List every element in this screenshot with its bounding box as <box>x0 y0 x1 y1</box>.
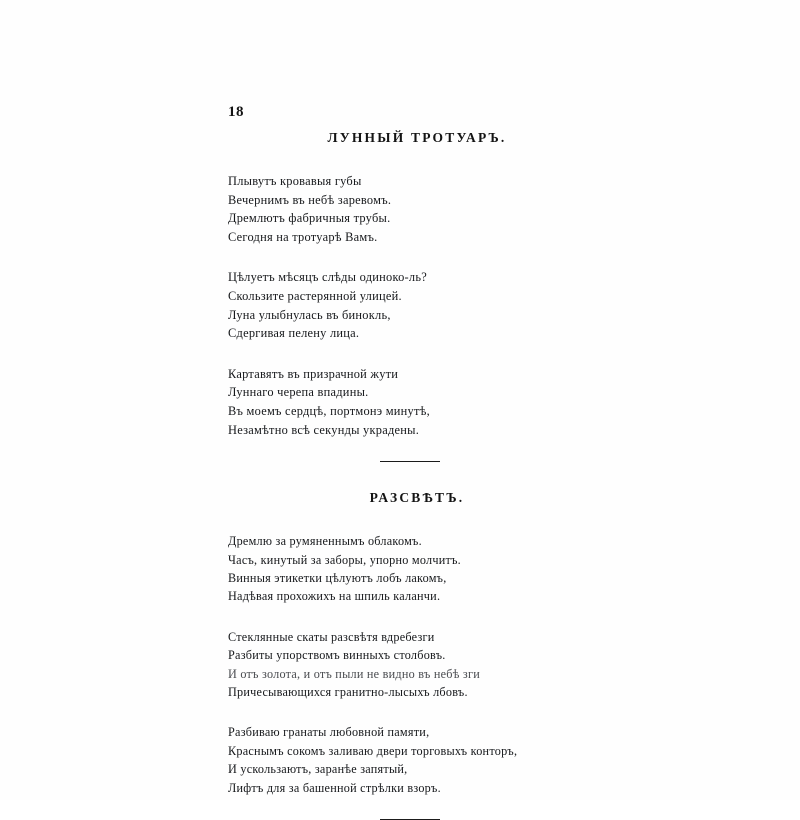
poem-line: Причесывающихся гранитно-лысыхъ лбовъ. <box>228 684 468 699</box>
poem-line: И отъ золота, и отъ пыли не видно въ небѣ зги <box>228 666 480 681</box>
poem-line: И ускользаютъ, заранѣе запятый, <box>228 762 408 777</box>
poem-line: Картавятъ въ призрачной жути <box>228 366 399 381</box>
poem-lunnyy-trotuar <box>228 130 588 439</box>
section-divider <box>380 461 440 462</box>
stanza <box>228 268 588 342</box>
poem-rassvet <box>228 490 588 797</box>
stanza <box>228 628 588 702</box>
poem-title: РАЗСВѢТЪ. <box>369 490 465 506</box>
poem-line: Сдергивая пелену лица. <box>228 326 360 341</box>
page-content <box>228 130 588 820</box>
poem-line: Лифтъ для за башенной стрѣлки взоръ. <box>228 780 441 795</box>
stanza <box>228 532 588 606</box>
poem-title: ЛУННЫЙ ТРОТУАРЪ. <box>327 130 507 145</box>
poem-line: Плывутъ кровавыя губы <box>228 174 362 188</box>
poem-line: Краснымъ сокомъ заливаю двери торговыхъ конторъ, <box>228 743 518 758</box>
poem-line: Скользите растерянной улицей. <box>228 288 402 303</box>
poem-line: Въ моемъ сердцѣ, портмонэ минутѣ, <box>228 403 430 418</box>
poem-line: Цѣлуетъ мѣсяцъ слѣды одиноко-ль? <box>228 270 427 285</box>
poem-line: Часъ, кинутый за заборы, упорно молчитъ. <box>228 552 461 567</box>
stanza <box>228 723 588 797</box>
poem-line: Разбиваю гранаты любовной памяти, <box>228 725 430 740</box>
poem-line: Винныя этикетки цѣлуютъ лобъ лакомъ, <box>228 570 447 585</box>
poem-line: Стеклянные скаты разсвѣтя вдребезги <box>228 629 435 644</box>
poem-line: Луна улыбнулась въ бинокль, <box>228 307 391 322</box>
poem-line: Незамѣтно всѣ секунды украдены. <box>228 422 420 437</box>
stanza <box>228 172 588 246</box>
poem-line: Надѣвая прохожихъ на шпиль каланчи. <box>228 589 441 604</box>
poem-line: Дремлю за румяненнымъ облакомъ. <box>228 534 422 549</box>
poem-line: Сегодня на тротуарѣ Вамъ. <box>228 229 378 244</box>
page-number: 18 <box>228 104 244 120</box>
poem-line: Дремлютъ фабричныя трубы. <box>228 211 391 226</box>
poem-line: Разбиты упорствомъ винныхъ столбовъ. <box>228 648 446 663</box>
poem-line: Луннаго черепа впадины. <box>228 385 369 400</box>
stanza <box>228 365 588 439</box>
poem-line: Вечернимъ въ небѣ заревомъ. <box>228 192 392 207</box>
